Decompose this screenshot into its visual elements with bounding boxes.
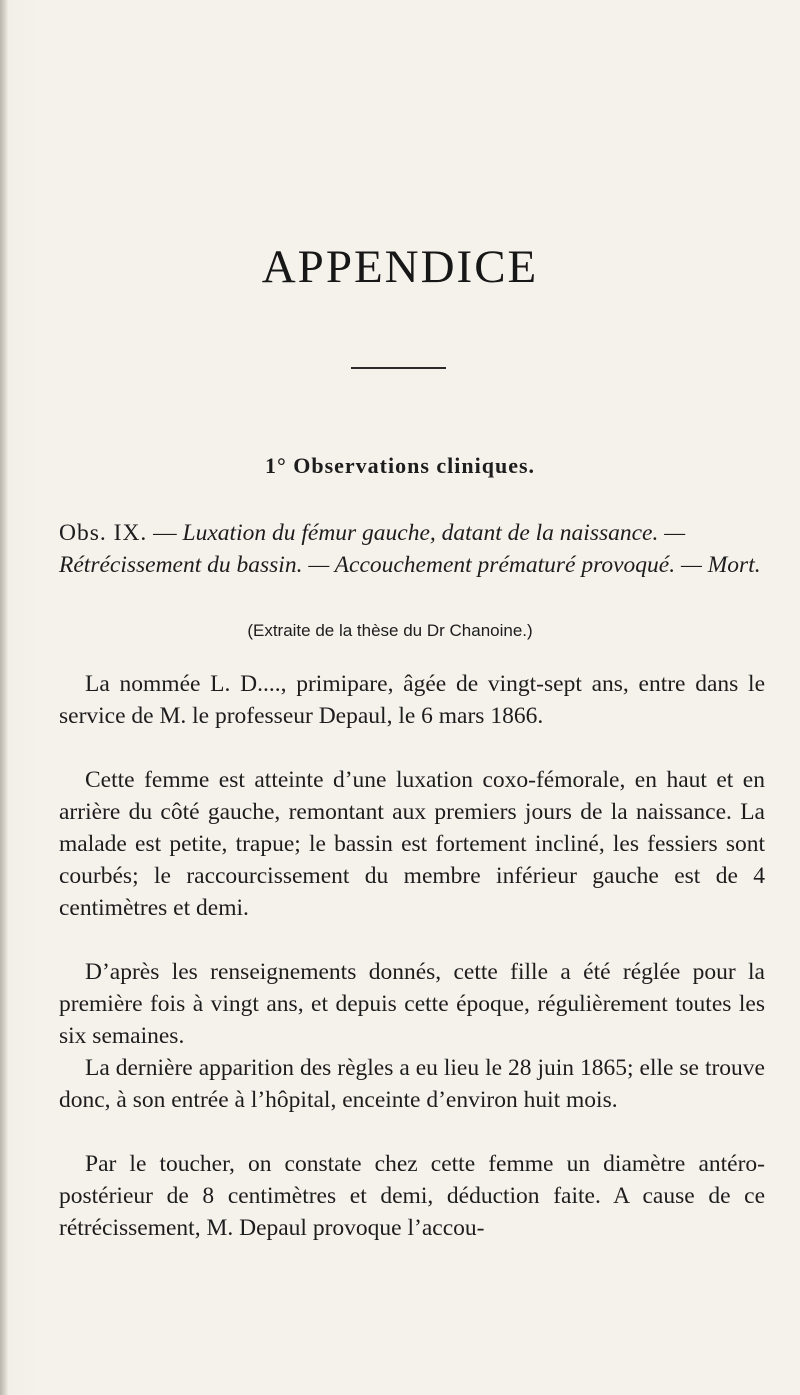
observation-label: Obs. IX. — [59, 520, 148, 546]
paragraph-2: Cette femme est atteinte d’une luxation coxo-fémorale, en haut et en arrière du côté gauche, remontant aux premiers jours de la naissance. La malade est petite, trapue; le bassin est fortement incliné, les fessiers sont courbés; le raccourcissement du membre inférieur gauche est de 4 centimètres et demi. — [59, 767, 765, 921]
title-divider — [351, 367, 446, 369]
paragraph-1: La nommée L. D...., primipare, âgée de vingt-sept ans, entre dans le service de M. le professeur Depaul, le 6 mars 1866. — [59, 671, 765, 729]
observation-heading — [59, 517, 765, 581]
paragraph-4: La dernière apparition des règles a eu lieu le 28 juin 1865; elle se trouve donc, à son entrée à l’hôpital, enceinte d’environ huit mois. — [59, 1055, 765, 1113]
page-title: APPENDICE — [261, 241, 539, 293]
binding-shadow — [0, 0, 8, 1395]
section-heading: 1° Observations cliniques. — [264, 453, 536, 478]
observation-dash: — — [147, 520, 183, 546]
observation-source: (Extraite de la thèse du Dr Chanoine.) — [247, 621, 533, 640]
paragraph-5: Par le toucher, on constate chez cette femme un diamètre antéro-postérieur de 8 centimètres et demi, déduction faite. A cause de ce rétrécissement, M. Depaul provoque l’accou- — [59, 1151, 765, 1241]
paragraph-3: D’après les renseignements donnés, cette fille a été réglée pour la première fois à vingt ans, et depuis cette époque, régulièrement toutes les six semaines. — [59, 959, 765, 1049]
observation-title: Luxation du fémur gauche, datant de la naissance. — Rétrécissement du bassin. — Accouchement prématuré provoqué. — Mort. — [59, 520, 761, 578]
